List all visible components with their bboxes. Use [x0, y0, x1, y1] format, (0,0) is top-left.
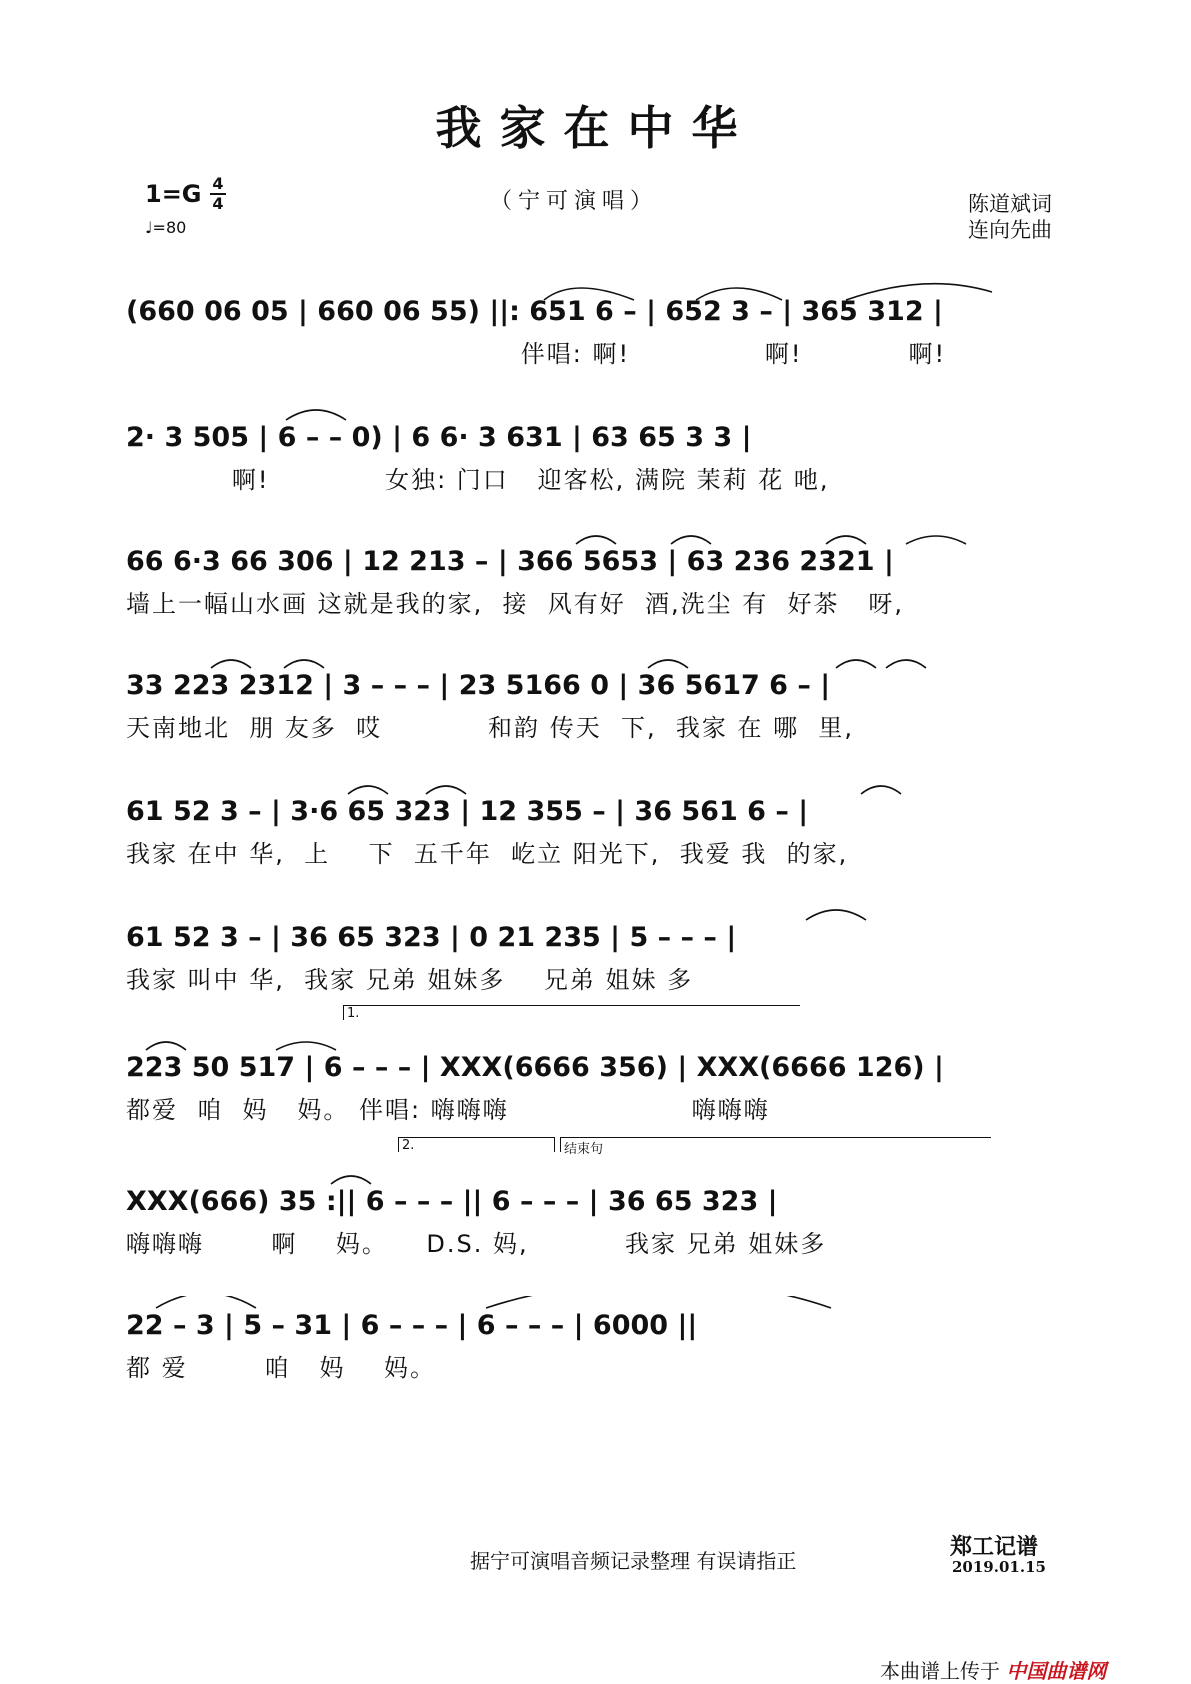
notes-text: 66 6·3 66 306 | 12 213 – | 366 5653 | 63 236 2321 |	[126, 546, 894, 577]
performer: （宁可演唱）	[490, 189, 659, 214]
time-sig-top: 4	[212, 174, 224, 193]
score-line-3	[126, 532, 1076, 672]
key-signature: 1=G	[145, 180, 202, 208]
notes-text: 61 52 3 – | 3·6 65 323 | 12 355 – | 36 561 6 – |	[126, 796, 809, 827]
score-line-5	[126, 782, 1076, 922]
volta-1-label: 1.	[347, 1006, 360, 1021]
notes-text: 22 – 3 | 5 – 31 | 6 – – – | 6 – – – | 6000 ||	[126, 1310, 698, 1341]
lyrics-line: 我家 叫中 华, 我家 兄弟 姐妹多 兄弟 姐妹 多	[126, 966, 694, 994]
score-line-7	[126, 1038, 1076, 1178]
volta-2-bracket	[398, 1137, 555, 1152]
lyrics-line: 伴唱: 啊! 啊! 啊!	[126, 340, 947, 368]
notes-text: 223 50 517 | 6 – – – | XXX(6666 356) | XXX(6666 126) |	[126, 1052, 944, 1083]
lyrics-line: 啊! 女独: 门口 迎客松, 满院 茉莉 花 吔,	[126, 466, 830, 494]
transcription-date: 2019.01.15	[952, 1558, 1046, 1576]
song-title: 我家在中华	[435, 101, 756, 155]
notes-text: 61 52 3 – | 36 65 323 | 0 21 235 | 5 – – – |	[126, 922, 737, 953]
composer: 连向先曲	[968, 218, 1052, 242]
notes-text: XXX(666) 35 :|| 6 – – – || 6 – – – | 36 65 323 |	[126, 1186, 778, 1217]
score-line-2	[126, 408, 1076, 548]
lyricist: 陈道斌词	[968, 192, 1052, 216]
notes-text: 33 223 2312 | 3 – – – | 23 5166 0 | 36 5617 6 – |	[126, 670, 831, 701]
transcription-note: 据宁可演唱音频记录整理 有误请指正	[470, 1549, 797, 1573]
lyrics-line: 我家 在中 华, 上 下 五千年 屹立 阳光下, 我爱 我 的家,	[126, 840, 849, 868]
notes-text: 2· 3 505 | 6 – – 0) | 6 6· 3 631 | 63 65 3 3 |	[126, 422, 752, 453]
volta-2-label: 2.	[402, 1138, 415, 1153]
time-sig-bottom: 4	[212, 194, 224, 213]
score-line-6	[126, 908, 1076, 1048]
ending-label: 结束句	[564, 1142, 604, 1157]
transcriber: 郑工记谱	[950, 1535, 1039, 1560]
lyrics-line: 墙上一幅山水画 这就是我的家, 接 风有好 酒,洗尘 有 好茶 呀,	[126, 590, 905, 618]
score-line-4	[126, 656, 1076, 796]
ending-bracket	[560, 1137, 991, 1157]
lyrics-line: 嗨嗨嗨 啊 妈。 D.S. 妈, 我家 兄弟 姐妹多	[126, 1230, 827, 1258]
watermark-text: 本曲谱上传于	[880, 1659, 1000, 1683]
lyrics-line: 都爱 咱 妈 妈。 伴唱: 嗨嗨嗨 嗨嗨嗨	[126, 1096, 770, 1124]
watermark	[880, 1655, 1106, 1684]
notes-text: (660 06 05 | 660 06 55) ||: 651 6 – | 652 3 – | 365 312 |	[126, 296, 943, 327]
score-line-1	[126, 282, 1076, 422]
score-line-9	[126, 1296, 1076, 1436]
lyrics-line: 都 爱 咱 妈 妈。	[126, 1354, 437, 1382]
watermark-logo: 中国曲谱网	[1006, 1659, 1107, 1683]
tempo-mark: ♩=80	[145, 218, 187, 237]
time-signature	[210, 176, 226, 212]
volta-1-bracket	[343, 1005, 800, 1020]
lyrics-line: 天南地北 朋 友多 哎 和韵 传天 下, 我家 在 哪 里,	[126, 714, 854, 742]
score-line-8	[126, 1172, 1076, 1312]
